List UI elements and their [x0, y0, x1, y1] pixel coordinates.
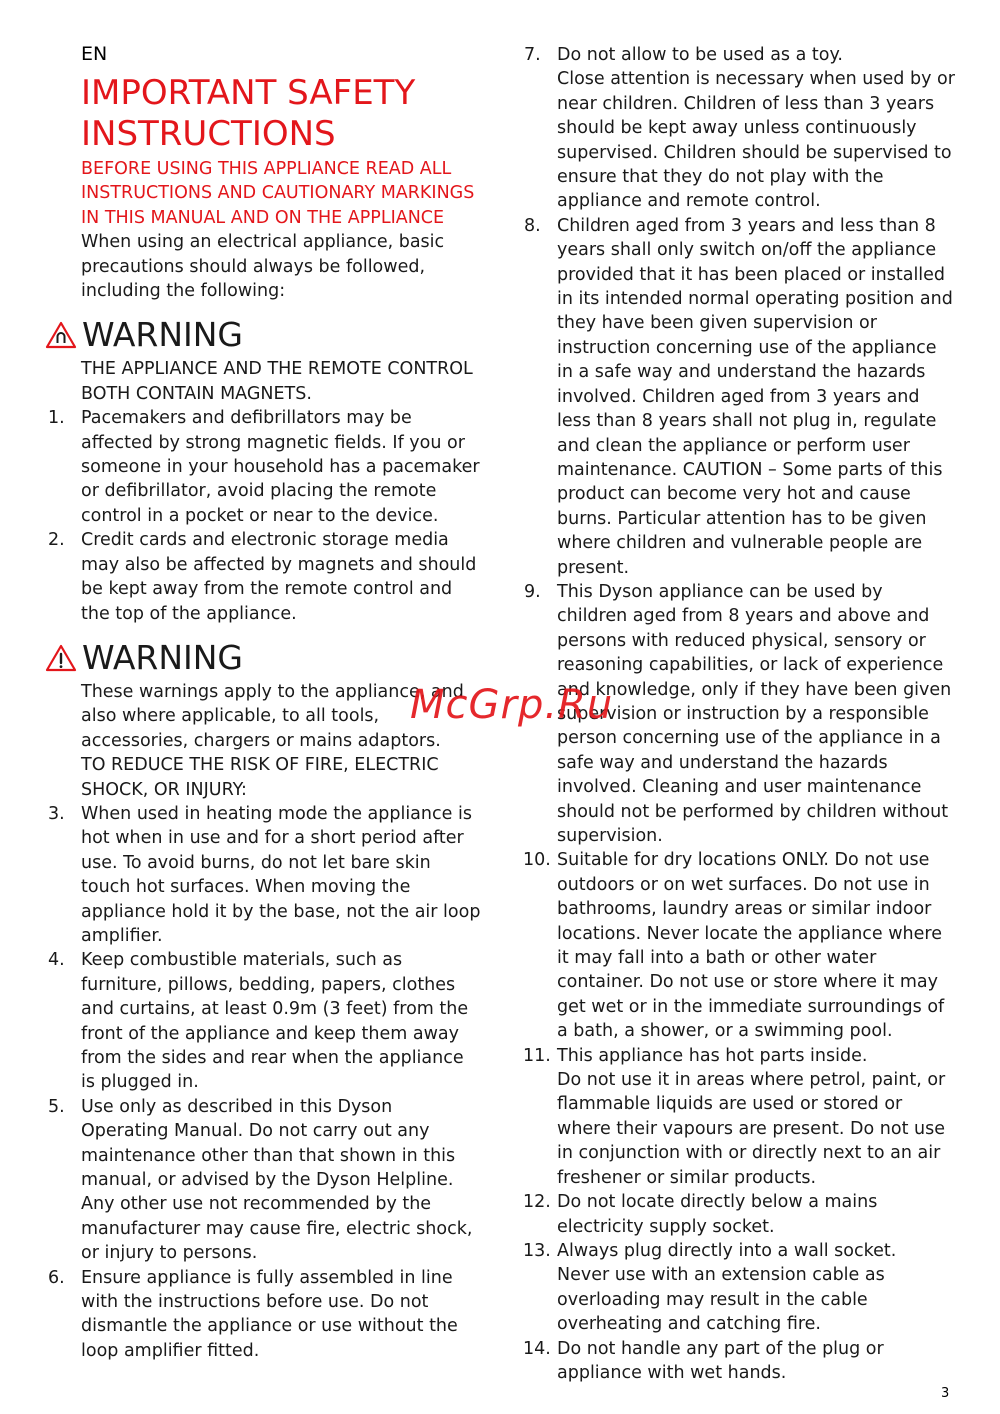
list-item: [475, 1239, 957, 1337]
watermark: McGrp.Ru: [410, 682, 614, 728]
list-item: [0, 948, 481, 1094]
item-number: 7.: [524, 45, 541, 65]
intro-text: When using an electrical appliance, basic precautions should always be followed, including the following:: [81, 232, 445, 302]
page-title: IMPORTANT SAFETY INSTRUCTIONS: [81, 73, 416, 154]
item-text: Always plug directly into a wall socket.: [557, 1240, 897, 1261]
page-number: 3: [941, 1386, 950, 1401]
item-text: Keep combustible materials, such as furniture, pillows, bedding, papers, clothes and curtains, at least 0.9m (3 feet) from the front of the appliance and keep them away from the sides and rear when the appliance is plugged in.: [81, 950, 469, 1093]
item-text: Use only as described in this Dyson Operating Manual. Do not carry out any maintenance other than that shown in this manual, or advised by the Dyson Helpline. Any other use not recommended by the manufacturer may cause fire, electric shock, or injury to persons.: [81, 1096, 473, 1264]
item-text: Children aged from 3 years and less than 8 years shall only switch on/off the appliance provided that it has been placed or installed in its intended normal operating position and they have been given supervision or instruction concerning use of the appliance in a safe way and understand the hazards involved. Children aged from 3 years and less than 8 years shall not plug in, regulate and clean the appliance or perform user maintenance. CAUTION – Some parts of this product can become very hot and cause burns. Particular attention has to be given where children and vulnerable people are present.: [557, 215, 953, 578]
item-number: 5.: [48, 1096, 65, 1117]
item-number: 3.: [48, 803, 65, 824]
item-number: 2.: [48, 530, 65, 551]
item-text: Do not locate directly below a mains electricity supply socket.: [557, 1192, 878, 1237]
item-text: Do not allow to be used as a toy.: [557, 45, 843, 65]
list-item: [0, 802, 481, 948]
warning-text-2: These warnings apply to the appliance, and also where applicable, to all tools, accessories, chargers or mains adaptors.: [81, 681, 464, 751]
item-number: 11.: [523, 1045, 551, 1066]
safety-list-left-b: [0, 802, 490, 1363]
subtitle: BEFORE USING THIS APPLIANCE READ ALL INSTRUCTIONS AND CAUTIONARY MARKINGS IN THIS MANUAL AND ON THE APPLIANCE: [81, 159, 475, 228]
warning-title-2: WARNING: [82, 637, 244, 677]
warning-heading-1: [0, 317, 490, 357]
item-number: 1.: [48, 408, 65, 429]
item-text: Do not handle any part of the plug or appliance with wet hands.: [557, 1338, 884, 1383]
item-text: This appliance has hot parts inside.: [557, 1045, 868, 1066]
list-item: [0, 406, 481, 528]
item-number: 9.: [524, 581, 541, 602]
warning-heading-2: [0, 637, 490, 680]
item-number: 14.: [523, 1338, 551, 1359]
item-text-continued: Close attention is necessary when used by or near children. Children of less than 3 years should be kept away unless continuously supervised. Children should be supervised to ensure that they do not play with the appliance and remote control.: [557, 69, 955, 212]
safety-list-left-a: [0, 406, 490, 626]
list-item: [475, 214, 957, 580]
item-number: 4.: [48, 950, 65, 971]
list-item: [475, 1337, 957, 1386]
list-item: [475, 1190, 957, 1239]
item-text: Suitable for dry locations ONLY. Do not use outdoors or on wet surfaces. Do not use in bathrooms, laundry areas or similar indoor locations. Never locate the appliance where it may fall into a bath or other water container. Do not use or store where it may get wet or in the immediate surroundings of a bath, a shower, or a swimming pool.: [557, 850, 945, 1042]
item-number: 10.: [523, 850, 551, 871]
item-text-continued: Never use with an extension cable as overloading may result in the cable overheating and catching fire.: [557, 1265, 885, 1335]
language-code: EN: [81, 43, 108, 65]
list-item: [475, 43, 957, 214]
list-item: [0, 1266, 481, 1364]
item-text: This Dyson appliance can be used by children aged from 8 years and above and persons with reduced physical, sensory or reasoning capabilities, or lack of experience and knowledge, only if they have been given supervision or instruction by a responsible person concerning use of the appliance in a safe way and understand the hazards involved. Cleaning and user maintenance should not be performed by children without supervision.: [557, 581, 952, 846]
list-item: [0, 528, 481, 626]
item-text: Ensure appliance is fully assembled in line with the instructions before use. Do not dismantle the appliance or use without the loop amplifier fitted.: [81, 1267, 458, 1361]
list-item: [475, 848, 957, 1043]
item-text: Pacemakers and defibrillators may be affected by strong magnetic fields. If you or someone in your household has a pacemaker or defibrillator, avoid placing the remote control in a pocket or near to the device.: [81, 408, 480, 526]
item-text: When used in heating mode the appliance is hot when in use and for a short period after use. To avoid burns, do not let bare skin touch hot surfaces. When moving the appliance hold it by the base, not the air loop amplifier.: [81, 803, 481, 946]
warning-caps-2: TO REDUCE THE RISK OF FIRE, ELECTRIC SHOCK, OR INJURY:: [81, 755, 439, 800]
list-item: [475, 1044, 957, 1190]
item-number: 8.: [524, 215, 541, 236]
warning-title-1: WARNING: [82, 315, 244, 355]
list-item: [0, 1095, 481, 1266]
item-text-continued: Do not use it in areas where petrol, paint, or flammable liquids are used or stored or where their vapours are present. Do not use in conjunction with or directly next to an air freshener or similar products.: [557, 1070, 946, 1188]
magnet-warning-icon: [45, 321, 77, 349]
exclamation-warning-icon: [45, 644, 77, 672]
warning-text-1: THE APPLIANCE AND THE REMOTE CONTROL BOTH CONTAIN MAGNETS.: [81, 359, 473, 404]
item-number: 6.: [48, 1267, 65, 1288]
item-text: Credit cards and electronic storage media may also be affected by magnets and should be kept away from the remote control and the top of the appliance.: [81, 530, 477, 624]
item-number: 12.: [523, 1192, 551, 1213]
item-number: 13.: [523, 1240, 551, 1261]
